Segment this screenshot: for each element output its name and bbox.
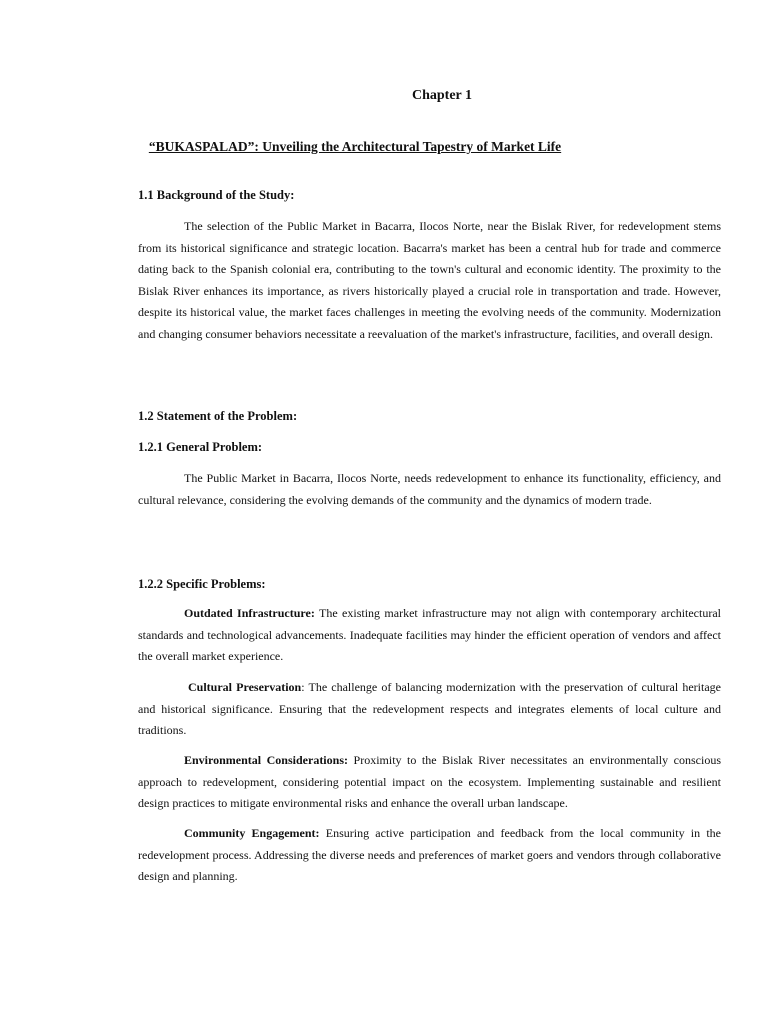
specific-problems-heading: 1.2.2 Specific Problems: (138, 577, 266, 591)
background-paragraph: The selection of the Public Market in Bacarra, Ilocos Norte, near the Bislak River, for redevelopment stems from its historical significance and strategic location. Bacarra's market has been a central hub for trade and commerce dating back to the Spanish colonial era, contributing to the town's cultural and economic identity. The proximity to the Bislak River enhances its importance, as rivers historically played a crucial role in transportation and trade. However, despite its historical value, the market faces challenges in meeting the evolving needs of the community. Modernization and changing consumer behaviors necessitate a reevaluation of the market's infrastructure, facilities, and overall design. (138, 219, 721, 341)
specific-problem-text: The existing market infrastructure may not align with contemporary architectural standards and technological advancements. Inadequate facilities may hinder the efficient operation of vendors and affect the overall market experience. (138, 606, 722, 663)
general-problem-heading: 1.2.1 General Problem: (138, 440, 263, 454)
document-title: “BUKASPALAD”: Unveiling the Architectural Tapestry of Market Life (148, 139, 562, 154)
specific-problem-text: : The challenge of balancing modernization with the preservation of cultural heritage and historical significance. Ensuring that the redevelopment respects and integrates elements of local culture and traditions. (138, 680, 721, 737)
background-heading: 1.1 Background of the Study: (138, 188, 295, 202)
specific-problem-item (138, 750, 721, 815)
specific-problem-lead: Outdated Infrastructure: (184, 606, 315, 620)
specific-problem-item (138, 677, 721, 742)
specific-problem-text: Proximity to the Bislak River necessitates an environmentally conscious approach to redevelopment, considering potential impact on the ecosystem. Implementing sustainable and resilient design practices to mitigate environmental risks and enhance the overall urban landscape. (138, 753, 721, 810)
specific-problem-lead: Cultural Preservation (188, 680, 302, 694)
chapter-heading: Chapter 1 (411, 88, 473, 103)
problem-statement-heading: 1.2 Statement of the Problem: (138, 409, 298, 423)
general-problem-paragraph: The Public Market in Bacarra, Ilocos Norte, needs redevelopment to enhance its functionality, efficiency, and cultural relevance, considering the evolving demands of the community and the dynamics of modern trade. (138, 471, 721, 507)
specific-problem-lead: Environmental Considerations: (184, 753, 348, 767)
specific-problem-text: Ensuring active participation and feedback from the local community in the redevelopment process. Addressing the diverse needs and preferences of market goers and vendors through collaborative design and planning. (138, 826, 722, 883)
specific-problem-item (138, 603, 721, 668)
specific-problem-item (138, 823, 721, 888)
specific-problem-lead: Community Engagement: (184, 826, 320, 840)
